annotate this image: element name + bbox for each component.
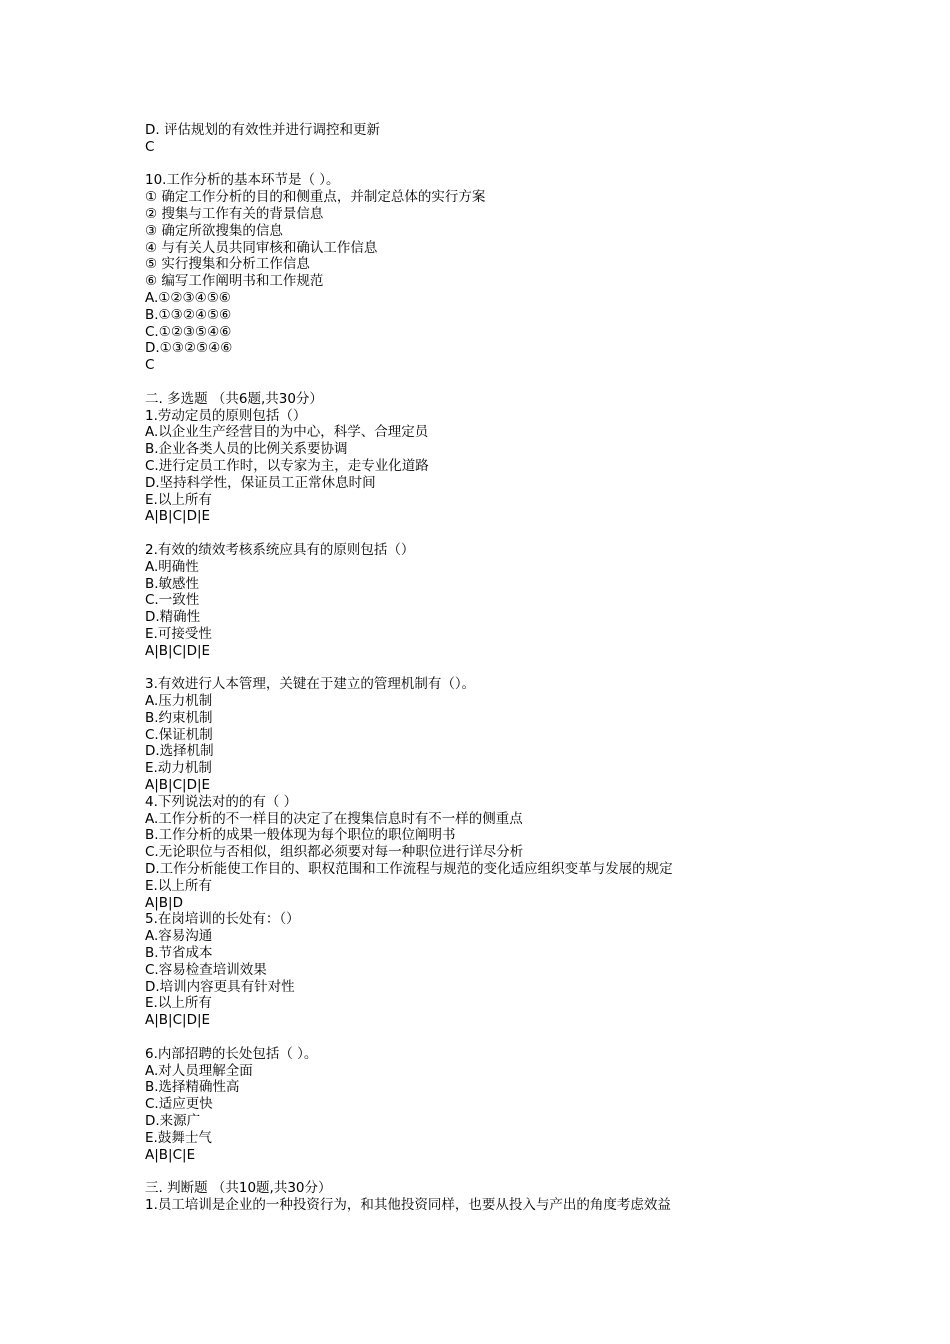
text-line: A.以企业生产经营目的为中心，科学、合理定员 xyxy=(145,424,429,441)
text-line: 1.劳动定员的原则包括（） xyxy=(145,407,307,424)
text-line: E.以上所有 xyxy=(145,877,212,894)
text-line: ① 确定工作分析的目的和侧重点，并制定总体的实行方案 xyxy=(145,189,486,206)
text-line: E.可接受性 xyxy=(145,625,212,642)
text-line: A.对人员理解全面 xyxy=(145,1062,253,1079)
text-line: D.选择机制 xyxy=(145,743,214,760)
text-line: B.选择精确性高 xyxy=(145,1079,240,1096)
text-line: A|B|C|D|E xyxy=(145,508,211,525)
text-line: B.敏感性 xyxy=(145,575,200,592)
text-line: A.工作分析的不一样目的决定了在搜集信息时有不一样的侧重点 xyxy=(145,810,523,827)
text-line: 6.内部招聘的长处包括（ ）。 xyxy=(145,1045,318,1062)
text-line: C xyxy=(145,138,155,155)
text-line: 二. 多选题 （共6题,共30分） xyxy=(145,390,323,407)
text-line: A|B|D xyxy=(145,894,183,911)
text-line: D.工作分析能使工作目的、职权范围和工作流程与规范的变化适应组织变革与发展的规定 xyxy=(145,861,673,878)
text-line: E.鼓舞士气 xyxy=(145,1129,212,1146)
text-line: ⑥ 编写工作阐明书和工作规范 xyxy=(145,273,324,290)
text-line: C xyxy=(145,357,155,374)
text-line: A.容易沟通 xyxy=(145,928,213,945)
text-line: 3.有效进行人本管理，关键在于建立的管理机制有（）。 xyxy=(145,676,476,693)
text-line: ④ 与有关人员共同审核和确认工作信息 xyxy=(145,239,378,256)
line-spacer xyxy=(145,660,935,677)
text-line: 2.有效的绩效考核系统应具有的原则包括（） xyxy=(145,541,415,558)
text-line: D.精确性 xyxy=(145,609,201,626)
text-line: ② 搜集与工作有关的背景信息 xyxy=(145,205,324,222)
text-line: D. 评估规划的有效性并进行调控和更新 xyxy=(145,122,380,138)
text-line: C.①②③⑤④⑥ xyxy=(145,323,232,340)
text-line: D.来源广 xyxy=(145,1113,201,1130)
line-spacer xyxy=(145,1029,935,1046)
text-line: A|B|C|D|E xyxy=(145,642,211,659)
line-spacer xyxy=(145,525,935,542)
text-line: ⑤ 实行搜集和分析工作信息 xyxy=(145,256,310,273)
text-line: 1.员工培训是企业的一种投资行为，和其他投资同样，也要从投入与产出的角度考虑效益 xyxy=(145,1197,671,1213)
text-line: E.动力机制 xyxy=(145,760,212,777)
text-line: C.无论职位与否相似，组织都必须要对每一种职位进行详尽分析 xyxy=(145,844,524,861)
document-body xyxy=(145,122,935,1214)
text-line: B.工作分析的成果一般体现为每个职位的职位阐明书 xyxy=(145,827,456,844)
text-line: E.以上所有 xyxy=(145,995,212,1012)
text-line: A.压力机制 xyxy=(145,693,213,710)
text-line: A|B|C|D|E xyxy=(145,777,211,794)
text-line: C.适应更快 xyxy=(145,1096,213,1113)
text-line: C.进行定员工作时，以专家为主，走专业化道路 xyxy=(145,457,429,474)
text-line: D.坚持科学性，保证员工正常休息时间 xyxy=(145,474,376,491)
text-line: 10.工作分析的基本环节是（ ）。 xyxy=(145,172,340,189)
text-line: D.①③②⑤④⑥ xyxy=(145,340,233,357)
text-line: A.①②③④⑤⑥ xyxy=(145,289,231,306)
text-line: D.培训内容更具有针对性 xyxy=(145,978,295,995)
text-line: ③ 确定所欲搜集的信息 xyxy=(145,222,283,239)
text-line: E.以上所有 xyxy=(145,491,212,508)
text-line: A.明确性 xyxy=(145,558,199,575)
line-spacer xyxy=(145,1163,935,1180)
text-line: B.企业各类人员的比例关系要协调 xyxy=(145,441,348,458)
line-spacer xyxy=(145,156,935,173)
text-line: 三. 判断题 （共10题,共30分） xyxy=(145,1180,332,1197)
line-spacer xyxy=(145,374,935,391)
text-line: B.节省成本 xyxy=(145,945,213,962)
text-line: C.保证机制 xyxy=(145,726,213,743)
text-line: B.约束机制 xyxy=(145,709,213,726)
text-line: 5.在岗培训的长处有：（） xyxy=(145,911,300,928)
text-line: A|B|C|D|E xyxy=(145,1012,211,1029)
text-line: A|B|C|E xyxy=(145,1146,196,1163)
text-line: B.①③②④⑤⑥ xyxy=(145,306,232,323)
text-line: 4.下列说法对的的有（ ） xyxy=(145,793,298,810)
text-line: C.一致性 xyxy=(145,592,200,609)
text-line: C.容易检查培训效果 xyxy=(145,961,267,978)
